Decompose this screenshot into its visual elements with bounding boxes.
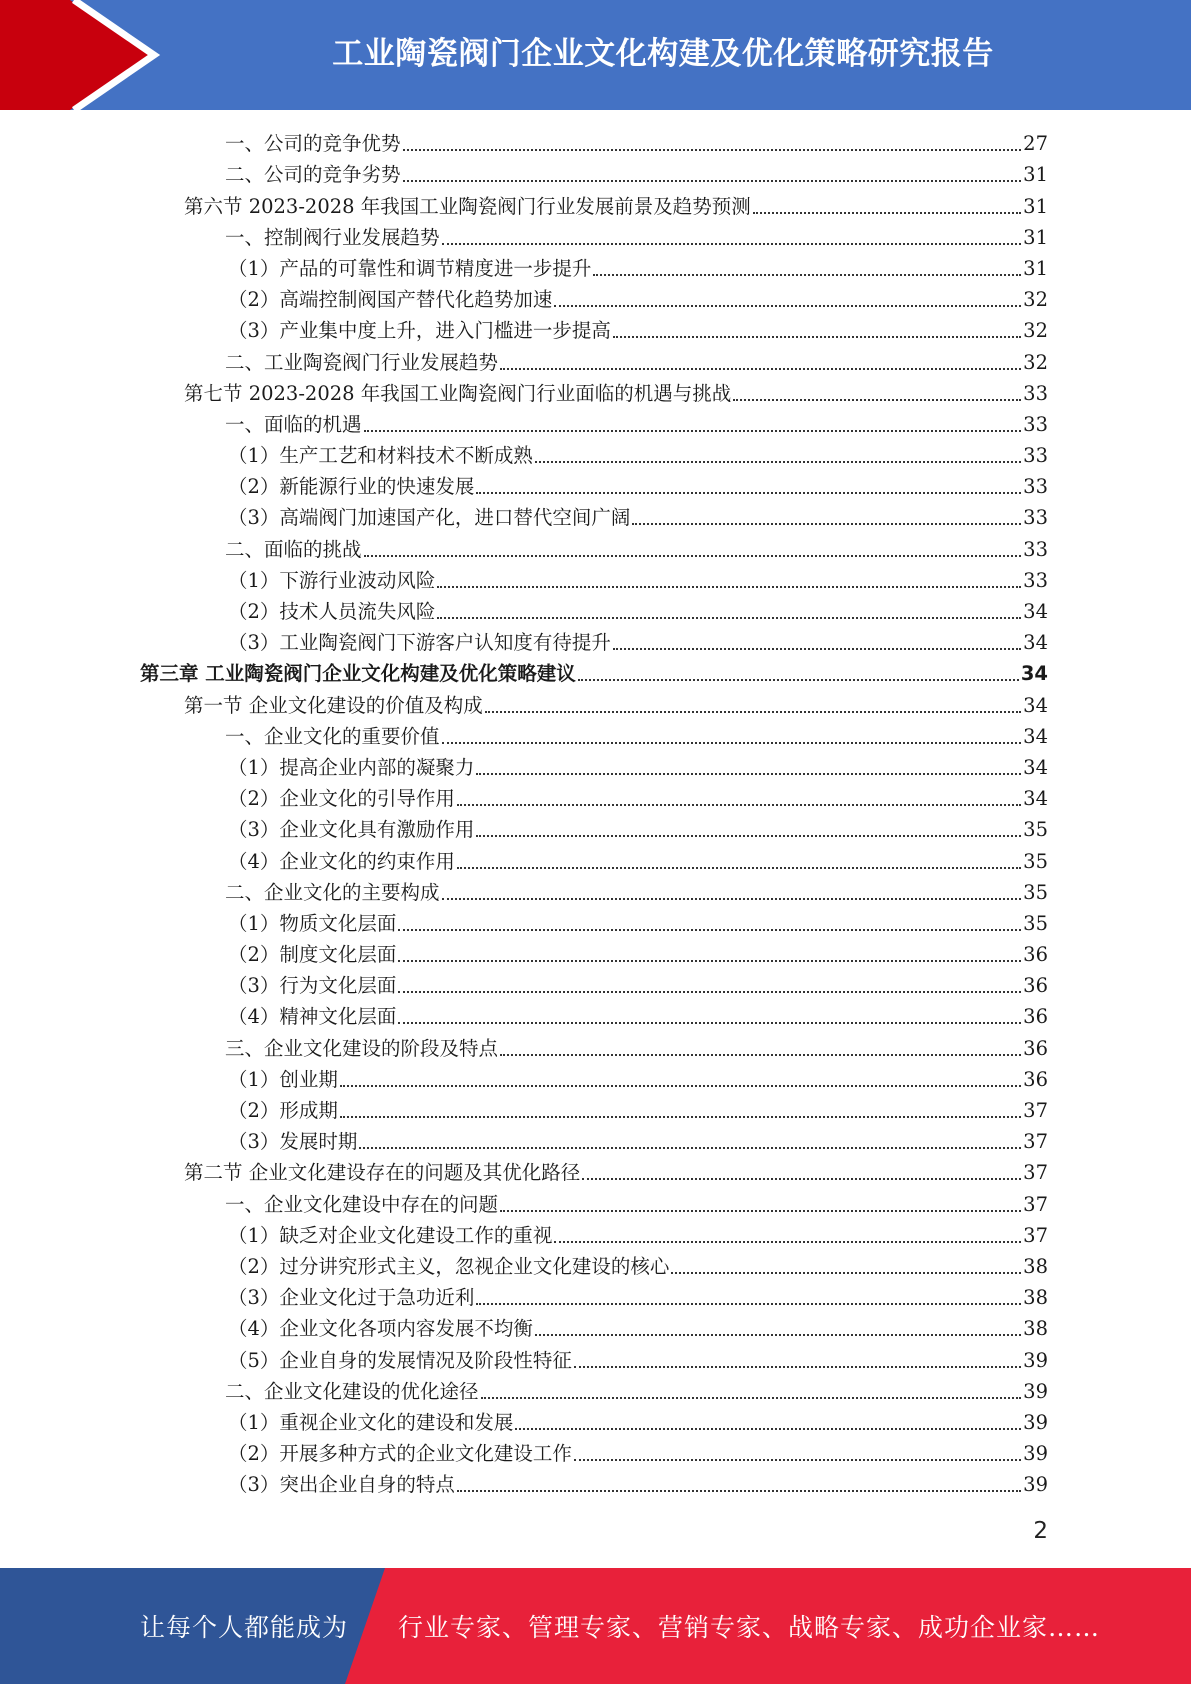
toc-entry-page: 39 [1023,1442,1048,1466]
toc-entry-label: 第六节 2023-2028 年我国工业陶瓷阀门行业发展前景及趋势预测 [184,194,751,218]
toc-entry-page: 35 [1023,911,1048,935]
toc-dot-leader [403,149,1022,151]
document-title: 工业陶瓷阀门企业文化构建及优化策略研究报告 [332,35,994,72]
toc-entry-label: （3）突出企业自身的特点 [228,1473,455,1497]
toc-entry-label: （4）企业文化的约束作用 [228,849,455,873]
toc-entry-label: （2）制度文化层面 [228,943,397,967]
toc-entry[interactable] [140,532,1048,563]
toc-entry-page: 35 [1023,849,1048,873]
toc-entry-page: 34 [1020,662,1048,686]
toc-entry-label: 一、企业文化的重要价值 [225,724,440,748]
toc-entry[interactable] [140,377,1048,408]
toc-dot-leader [574,1366,1021,1368]
toc-entry[interactable] [140,626,1048,657]
toc-dot-leader [554,1241,1021,1243]
toc-entry[interactable] [140,1468,1048,1499]
toc-entry-label: （1）生产工艺和材料技术不断成熟 [228,444,533,468]
toc-entry-page: 34 [1023,693,1048,717]
toc-entry-label: （2）过分讲究形式主义，忽视企业文化建设的核心 [228,1254,670,1278]
toc-entry-label: （4）企业文化各项内容发展不均衡 [228,1317,533,1341]
toc-dot-leader [485,711,1021,713]
toc-entry-page: 33 [1023,381,1048,405]
toc-entry-label: （3）工业陶瓷阀门下游客户认知度有待提升 [228,631,611,655]
toc-dot-leader [437,617,1021,619]
toc-entry[interactable] [140,688,1048,719]
toc-entry[interactable] [140,657,1048,688]
toc-entry-page: 32 [1023,288,1048,312]
toc-entry[interactable] [140,158,1048,189]
toc-entry-page: 36 [1023,943,1048,967]
toc-dot-leader [515,1428,1021,1430]
toc-entry[interactable] [140,564,1048,595]
toc-entry-label: 第一节 企业文化建设的价值及构成 [184,693,483,717]
toc-entry-page: 34 [1023,724,1048,748]
toc-entry[interactable] [140,1343,1048,1374]
toc-entry-label: （2）新能源行业的快速发展 [228,475,475,499]
toc-dot-leader [481,1397,1022,1399]
toc-dot-leader [442,898,1022,900]
toc-entry-label: 二、工业陶瓷阀门行业发展趋势 [225,350,499,374]
toc-entry-page: 32 [1023,319,1048,343]
toc-entry-label: （2）企业文化的引导作用 [228,787,455,811]
toc-entry[interactable] [140,1312,1048,1343]
toc-entry[interactable] [140,1375,1048,1406]
toc-dot-leader [457,1490,1021,1492]
toc-entry-page: 39 [1023,1410,1048,1434]
toc-dot-leader [500,1054,1021,1056]
toc-entry[interactable] [140,720,1048,751]
toc-entry-label: 第三章 工业陶瓷阀门企业文化构建及优化策略建议 [140,662,576,686]
toc-entry-label: （3）产业集中度上升，进入门槛进一步提高 [228,319,611,343]
toc-entry-page: 33 [1023,412,1048,436]
toc-dot-leader [613,648,1021,650]
toc-dot-leader [398,929,1021,931]
toc-dot-leader [364,555,1022,557]
toc-entry-label: 二、企业文化建设的优化途径 [225,1379,479,1403]
toc-dot-leader [753,212,1021,214]
toc-entry[interactable] [140,782,1048,813]
toc-entry-label: （3）高端阀门加速国产化，进口替代空间广阔 [228,506,631,530]
toc-entry-label: 第二节 企业文化建设存在的问题及其优化路径 [184,1161,581,1185]
toc-entry-page: 33 [1023,506,1048,530]
toc-dot-leader [535,1334,1021,1336]
toc-entry-page: 37 [1023,1130,1048,1154]
toc-entry-page: 31 [1023,225,1048,249]
toc-dot-leader [398,1022,1021,1024]
toc-dot-leader [457,867,1021,869]
toc-entry[interactable] [140,189,1048,220]
toc-entry-page: 37 [1023,1223,1048,1247]
toc-entry-page: 38 [1023,1317,1048,1341]
toc-entry-label: （5）企业自身的发展情况及阶段性特征 [228,1348,572,1372]
toc-entry[interactable] [140,470,1048,501]
toc-entry-label: （1）缺乏对企业文化建设工作的重视 [228,1223,553,1247]
toc-entry[interactable] [140,1250,1048,1281]
toc-entry[interactable] [140,1187,1048,1218]
toc-entry-label: （2）技术人员流失风险 [228,600,436,623]
toc-entry[interactable] [140,844,1048,875]
toc-entry-label: 二、企业文化的主要构成 [225,880,440,904]
toc-entry[interactable] [140,1125,1048,1156]
toc-entry-label: 第七节 2023-2028 年我国工业陶瓷阀门行业面临的机遇与挑战 [184,381,732,405]
toc-entry[interactable] [140,501,1048,532]
toc-entry-page: 39 [1023,1379,1048,1403]
toc-entry-page: 34 [1023,787,1048,811]
footer-slogan-left: 让每个人都能成为 [140,1613,349,1642]
toc-entry[interactable] [140,751,1048,782]
toc-entry-page: 36 [1023,1067,1048,1091]
toc-entry-label: 一、企业文化建设中存在的问题 [225,1192,499,1216]
toc-dot-leader [442,243,1022,245]
toc-entry[interactable] [140,252,1048,283]
toc-entry-label: （3）企业文化具有激励作用 [228,818,475,842]
toc-entry-page: 31 [1023,256,1048,280]
toc-dot-leader [364,430,1022,432]
toc-dot-leader [535,461,1021,463]
toc-entry-label: 一、面临的机遇 [225,412,362,436]
toc-entry[interactable] [140,813,1048,844]
toc-entry[interactable] [140,408,1048,439]
toc-entry[interactable] [140,876,1048,907]
toc-entry-page: 33 [1023,444,1048,468]
toc-entry-page: 39 [1023,1348,1048,1372]
toc-dot-leader [593,274,1021,276]
toc-entry[interactable] [140,439,1048,470]
toc-entry-page: 37 [1023,1099,1048,1122]
footer-banner [0,1568,1191,1684]
toc-entry-page: 38 [1023,1254,1048,1278]
toc-entry-page: 37 [1023,1192,1048,1216]
toc-entry[interactable] [140,283,1048,314]
toc-entry[interactable] [140,1437,1048,1468]
page-number: 2 [1033,1518,1048,1544]
toc-entry-page: 34 [1023,631,1048,655]
toc-entry-label: （3）发展时期 [228,1130,358,1154]
toc-entry-label: 二、公司的竞争劣势 [225,163,401,187]
toc-dot-leader [398,960,1021,962]
toc-entry[interactable] [140,938,1048,969]
toc-dot-leader [733,399,1021,401]
toc-entry[interactable] [140,969,1048,1000]
toc-entry-label: （3）行为文化层面 [228,974,397,998]
toc-dot-leader [442,742,1022,744]
toc-entry[interactable] [140,595,1048,626]
toc-entry-label: （1）重视企业文化的建设和发展 [228,1410,514,1434]
table-of-contents [140,127,1048,1499]
toc-entry[interactable] [140,1094,1048,1125]
toc-entry[interactable] [140,907,1048,938]
toc-entry[interactable] [140,1156,1048,1187]
toc-entry-page: 33 [1023,568,1048,592]
toc-dot-leader [398,991,1021,993]
toc-dot-leader [476,773,1021,775]
toc-entry-label: （1）下游行业波动风险 [228,568,436,592]
toc-dot-leader [457,804,1021,806]
toc-entry[interactable] [140,1219,1048,1250]
toc-entry[interactable] [140,1063,1048,1094]
toc-entry[interactable] [140,1406,1048,1437]
toc-entry-page: 35 [1023,880,1048,904]
toc-entry[interactable] [140,1031,1048,1062]
toc-entry-label: （1）物质文化层面 [228,911,397,935]
toc-entry-label: （2）开展多种方式的企业文化建设工作 [228,1442,572,1466]
toc-entry[interactable] [140,314,1048,345]
toc-entry-label: （1）创业期 [228,1067,338,1091]
toc-entry-label: （3）企业文化过于急功近利 [228,1286,475,1310]
toc-dot-leader [582,1178,1021,1180]
toc-dot-leader [574,1459,1021,1461]
toc-entry-page: 27 [1023,132,1048,156]
toc-entry-page: 36 [1023,974,1048,998]
toc-entry[interactable] [140,221,1048,252]
toc-entry-label: （1）产品的可靠性和调节精度进一步提升 [228,256,592,280]
toc-entry-label: （4）精神文化层面 [228,1005,397,1029]
toc-entry-page: 33 [1023,475,1048,499]
toc-dot-leader [476,1303,1021,1305]
toc-entry-page: 35 [1023,818,1048,842]
toc-entry-label: 一、控制阀行业发展趋势 [225,225,440,249]
toc-dot-leader [437,586,1021,588]
toc-dot-leader [340,1116,1021,1118]
toc-dot-leader [613,336,1021,338]
toc-entry-page: 33 [1023,537,1048,561]
toc-entry-page: 31 [1023,194,1048,218]
toc-dot-leader [632,523,1021,525]
toc-dot-leader [578,679,1019,681]
footer-slogan-right: 行业专家、管理专家、营销专家、战略专家、成功企业家…… [398,1613,1101,1642]
toc-dot-leader [554,305,1021,307]
toc-entry-page: 36 [1023,1036,1048,1060]
toc-entry-page: 36 [1023,1005,1048,1029]
toc-entry[interactable] [140,1000,1048,1031]
toc-dot-leader [476,492,1021,494]
toc-entry-page: 34 [1023,755,1048,779]
toc-entry-label: 一、公司的竞争优势 [225,132,401,156]
toc-entry-page: 38 [1023,1286,1048,1310]
toc-dot-leader [500,368,1021,370]
toc-entry-page: 31 [1023,163,1048,187]
toc-dot-leader [476,835,1021,837]
toc-entry[interactable] [140,345,1048,376]
toc-entry-page: 34 [1023,600,1048,623]
toc-entry-page: 32 [1023,350,1048,374]
toc-dot-leader [359,1147,1021,1149]
toc-entry[interactable] [140,1281,1048,1312]
header-banner [0,0,1191,110]
toc-dot-leader [340,1085,1021,1087]
toc-entry-label: 二、面临的挑战 [225,537,362,561]
toc-entry[interactable] [140,127,1048,158]
toc-dot-leader [500,1210,1021,1212]
toc-entry-page: 39 [1023,1473,1048,1497]
toc-entry-label: （1）提高企业内部的凝聚力 [228,755,475,779]
toc-dot-leader [671,1272,1021,1274]
toc-entry-label: （2）高端控制阀国产替代化趋势加速 [228,288,553,312]
toc-dot-leader [403,180,1022,182]
toc-entry-page: 37 [1023,1161,1048,1185]
toc-entry-label: 三、企业文化建设的阶段及特点 [225,1036,499,1060]
toc-entry-label: （2）形成期 [228,1099,338,1122]
